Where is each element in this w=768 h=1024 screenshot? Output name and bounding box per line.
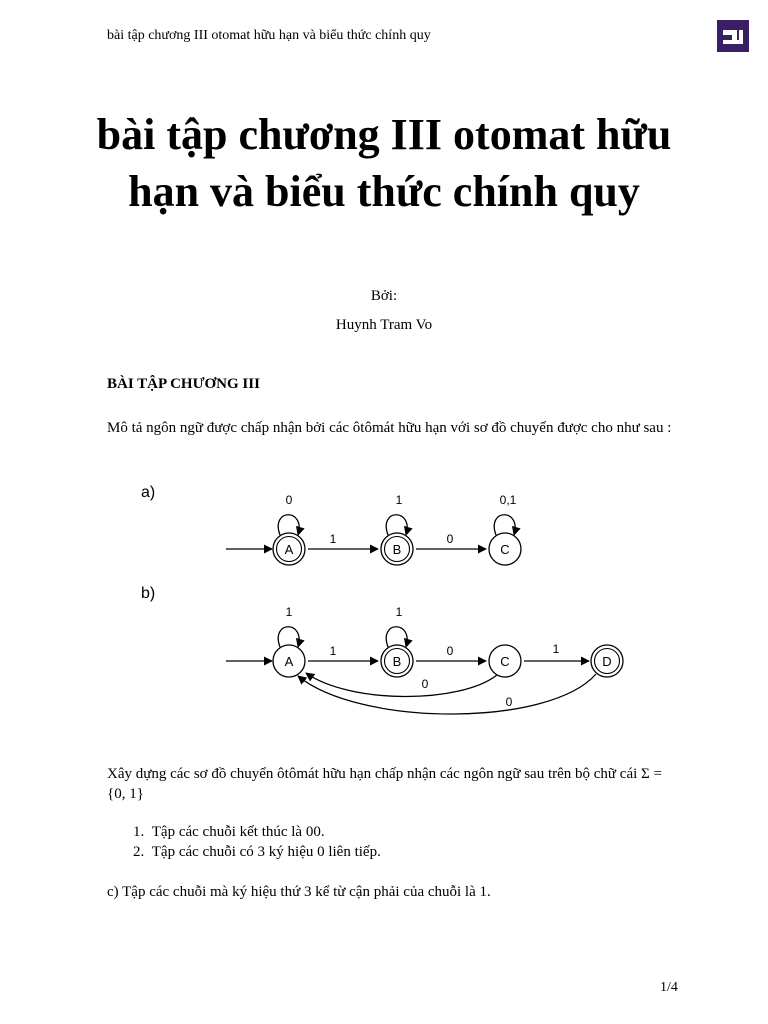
loop-a [278,627,299,647]
loop-c [494,515,515,535]
label-loop-c: 0,1 [499,493,517,507]
state-c-label: C [500,542,510,557]
task-text: Tập các chuỗi kết thúc là 00. [151,824,325,840]
task-c-paragraph: c) Tập các chuỗi mà ký hiệu thứ 3 kể từ cận phải của chuỗi là 1. [107,884,491,900]
label-d-a: 0 [505,695,513,709]
loop-b [386,627,407,647]
label-a-b: 1 [329,644,337,658]
label-b-c: 0 [446,532,454,546]
part-b-label: b) [141,585,156,602]
state-a-label: A [284,654,294,669]
state-c-label: C [500,654,510,669]
page-number: 1/4 [660,980,678,995]
construct-paragraph: Xây dựng các sơ đồ chuyển ôtômát hữu hạn chấp nhận các ngôn ngữ sau trên bộ chữ cái Σ = {0, 1} [107,766,662,802]
task-text: Tập các chuỗi có 3 ký hiệu 0 liên tiếp. [151,844,381,860]
label-b-c: 0 [446,644,454,658]
intro-paragraph: Mô tả ngôn ngữ được chấp nhận bởi các ôtômát hữu hạn với sơ đồ chuyển được cho như sau : [107,420,672,436]
state-a-label: A [284,542,294,557]
loop-a [278,515,299,535]
task-number: 1. [133,824,145,840]
label-loop-b: 1 [395,605,403,619]
task-number: 2. [133,844,145,860]
state-b-label: B [392,654,402,669]
task-item [133,822,381,842]
label-a-b: 1 [329,532,337,546]
automaton-diagram-b [220,602,640,720]
label-c-d: 1 [552,642,560,656]
part-a-label: a) [141,484,156,501]
automaton-diagram-a [220,490,640,580]
label-loop-a: 1 [285,605,293,619]
loop-b [386,515,407,535]
byline-label: Bởi: [370,288,398,304]
logo-icon [717,20,749,52]
section-heading: BÀI TẬP CHƯƠNG III [107,376,260,392]
label-loop-a: 0 [285,493,293,507]
state-b-label: B [392,542,402,557]
label-c-a: 0 [421,677,429,691]
running-header: bài tập chương III otomat hữu hạn và biểu thức chính quy [107,28,431,43]
author-name: Huynh Tram Vo [335,317,433,333]
state-d-label: D [602,654,612,669]
document-title: bài tập chương III otomat hữu hạn và biểu thức chính quy [96,110,672,216]
task-list [133,822,381,862]
task-item [133,842,381,862]
label-loop-b: 1 [395,493,403,507]
